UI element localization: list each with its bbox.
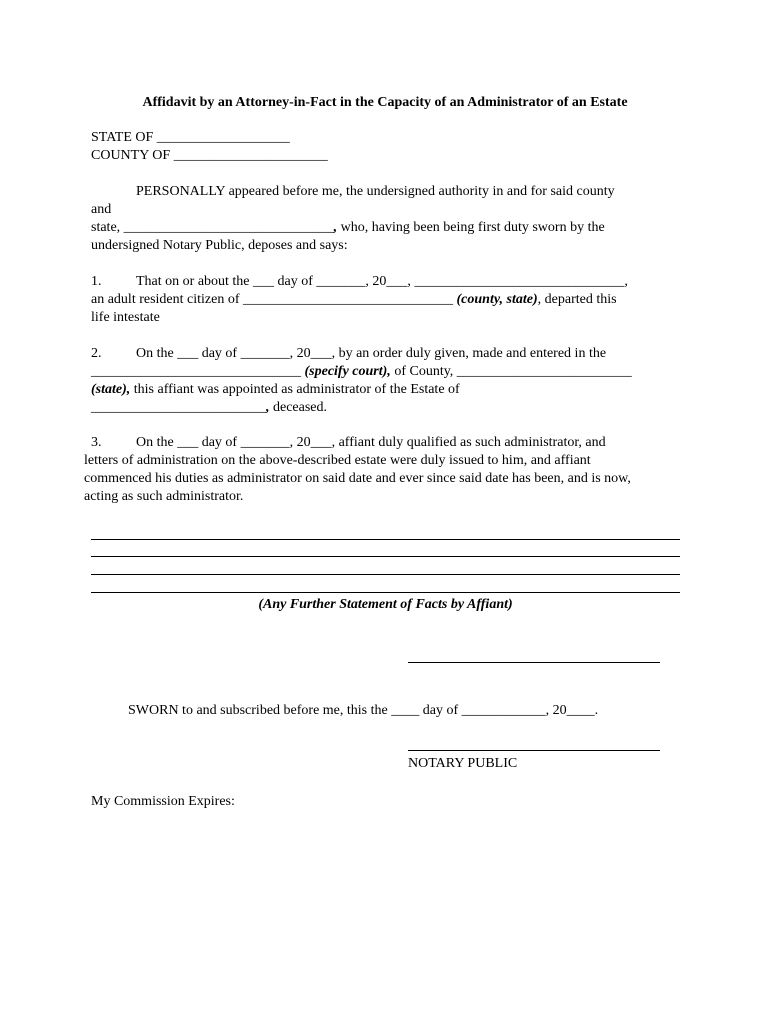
intro-line-1: PERSONALLY appeared before me, the undersigned authority in and for said county	[136, 184, 615, 199]
para-3-line-3: commenced his duties as administrator on said date and ever since said date has been, and is now,	[84, 471, 631, 486]
para-1-line-1: That on or about the ___ day of _______, 20___, ______________________________,	[136, 274, 628, 289]
para-3-line-1: On the ___ day of _______, 20___, affiant duly qualified as such administrator, and	[136, 435, 606, 450]
para-2-line-2	[91, 363, 632, 381]
para-2-specify-court: (specify court),	[304, 364, 391, 379]
para-3-line-4: acting as such administrator.	[84, 489, 244, 504]
para-1-number: 1.	[91, 274, 102, 289]
intro-line-2: and	[91, 202, 112, 217]
intro-blank: state, ______________________________	[91, 220, 334, 235]
para-2-deceased: deceased.	[269, 400, 328, 415]
para-2-line-3	[91, 381, 460, 399]
sworn-line: SWORN to and subscribed before me, this the ____ day of ____________, 20____.	[128, 703, 599, 718]
para-1-line-2	[91, 291, 617, 309]
para-2-court-blank: ______________________________	[91, 364, 305, 379]
further-statement-line-1[interactable]	[91, 539, 680, 540]
para-2-line-1: On the ___ day of _______, 20___, by an order duly given, made and entered in the	[136, 346, 607, 361]
para-2-comma: ,	[266, 400, 270, 415]
para-2-number: 2.	[91, 346, 102, 361]
para-1-county-state: (county, state)	[456, 292, 538, 307]
para-1-line-3: life intestate	[91, 310, 160, 325]
document-title: Affidavit by an Attorney-in-Fact in the Capacity of an Administrator of an Estate	[142, 95, 628, 110]
further-statement-line-3[interactable]	[91, 574, 680, 575]
intro-comma: ,	[333, 220, 338, 235]
further-statement-line-2[interactable]	[91, 556, 680, 557]
intro-line-4: undersigned Notary Public, deposes and says:	[91, 238, 348, 253]
further-statement-line-4[interactable]	[91, 592, 680, 593]
para-2-state: (state),	[91, 382, 131, 397]
para-1-text-end: , departed this	[537, 292, 617, 307]
para-2-estate-blank: _________________________	[91, 400, 266, 415]
para-3-number: 3.	[91, 435, 102, 450]
affiant-signature-line[interactable]	[408, 662, 660, 663]
notary-signature-line[interactable]	[408, 750, 660, 751]
para-2-line-4	[91, 399, 327, 417]
intro-line-3	[91, 219, 605, 237]
para-2-text: this affiant was appointed as administrator of the Estate of	[130, 382, 460, 397]
state-line: STATE OF ___________________	[91, 130, 290, 145]
para-3-line-2: letters of administration on the above-described estate were duly issued to him, and affiant	[84, 453, 591, 468]
para-1-text: an adult resident citizen of ______________________________	[91, 292, 457, 307]
intro-text: who, having been being first duty sworn by the	[337, 220, 605, 235]
para-2-county: of County, _________________________	[390, 364, 632, 379]
commission-expires-label: My Commission Expires:	[91, 794, 235, 809]
further-statement-caption: (Any Further Statement of Facts by Affiant)	[258, 597, 513, 612]
county-line: COUNTY OF ______________________	[91, 148, 328, 163]
notary-public-label: NOTARY PUBLIC	[408, 756, 518, 771]
